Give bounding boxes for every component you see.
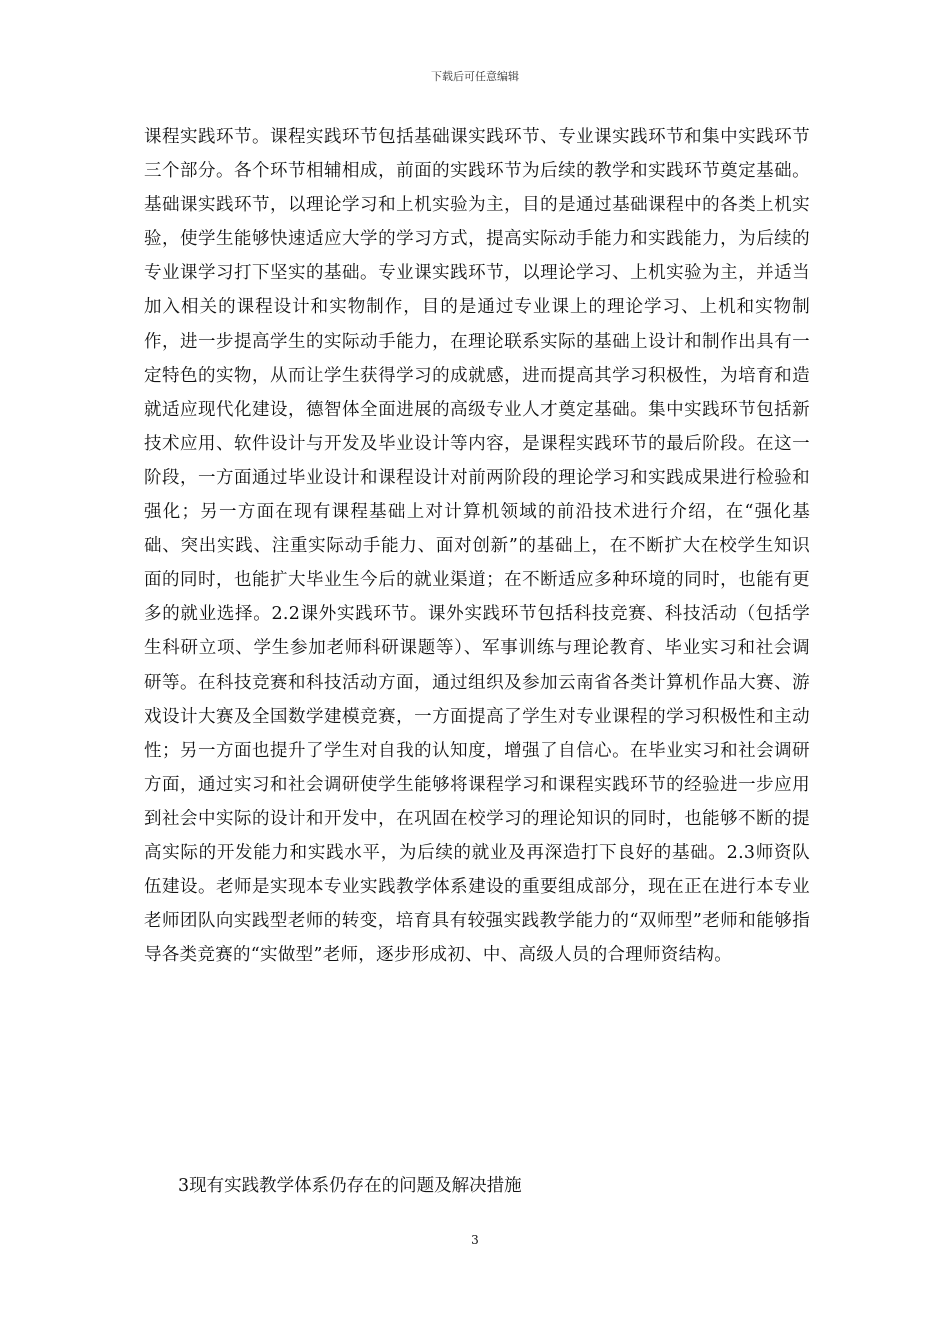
page-header: 下载后可任意编辑 [431,70,519,83]
page-number: 3 [471,1233,479,1247]
body-paragraph: 课程实践环节。课程实践环节包括基础课实践环节、专业课实践环节和集中实践环节三个部分。各个环节相辅相成，前面的实践环节为后续的教学和实践环节奠定基础。基础课实践环节，以理论学习和上机实验为主，目的是通过基础课程中的各类上机实验，使学生能够快速适应大学的学习方式，提高实际动手能力和实践能力，为后续的专业课学习打下坚实的基础。专业课实践环节，以理论学习、上机实验为主，并适当加入相关的课程设计和实物制作，目的是通过专业课上的理论学习、上机和实物制作，进一步提高学生的实际动手能力，在理论联系实际的基础上设计和制作出具有一定特色的实物，从而让学生获得学习的成就感，进而提高其学习积极性，为培育和造就适应现代化建设，德智体全面进展的高级专业人才奠定基础。集中实践环节包括新技术应用、软件设计与开发及毕业设计等内容，是课程实践环节的最后阶段。在这一阶段，一方面通过毕业设计和课程设计对前两阶段的理论学习和实践成果进行检验和强化；另一方面在现有课程基础上对计算机领域的前沿技术进行介绍，在“强化基础、突出实践、注重实际动手能力、面对创新”的基础上，在不断扩大在校学生知识面的同时，也能扩大毕业生今后的就业渠道；在不断适应多种环境的同时，也能有更多的就业选择。2.2课外实践环节。课外实践环节包括科技竞赛、科技活动（包括学生科研立项、学生参加老师科研课题等）、军事训练与理论教育、毕业实习和社会调研等。在科技竞赛和科技活动方面，通过组织及参加云南省各类计算机作品大赛、游戏设计大赛及全国数学建模竞赛，一方面提高了学生对专业课程的学习积极性和主动性；另一方面也提升了学生对自我的认知度，增强了自信心。在毕业实习和社会调研方面，通过实习和社会调研使学生能够将课程学习和课程实践环节的经验进一步应用到社会中实际的设计和开发中，在巩固在校学习的理论知识的同时，也能够不断的提高实际的开发能力和实践水平，为后续的就业及再深造打下良好的基础。2.3师资队伍建设。老师是实现本专业实践教学体系建设的重要组成部分，现在正在进行本专业老师团队向实践型老师的转变，培育具有较强实践教学能力的“双师型”老师和能够指导各类竞赛的“实做型”老师，逐步形成初、中、高级人员的合理师资结构。 [144,127,810,966]
section-heading: 3现有实践教学体系仍存在的问题及解决措施 [178,1176,522,1196]
